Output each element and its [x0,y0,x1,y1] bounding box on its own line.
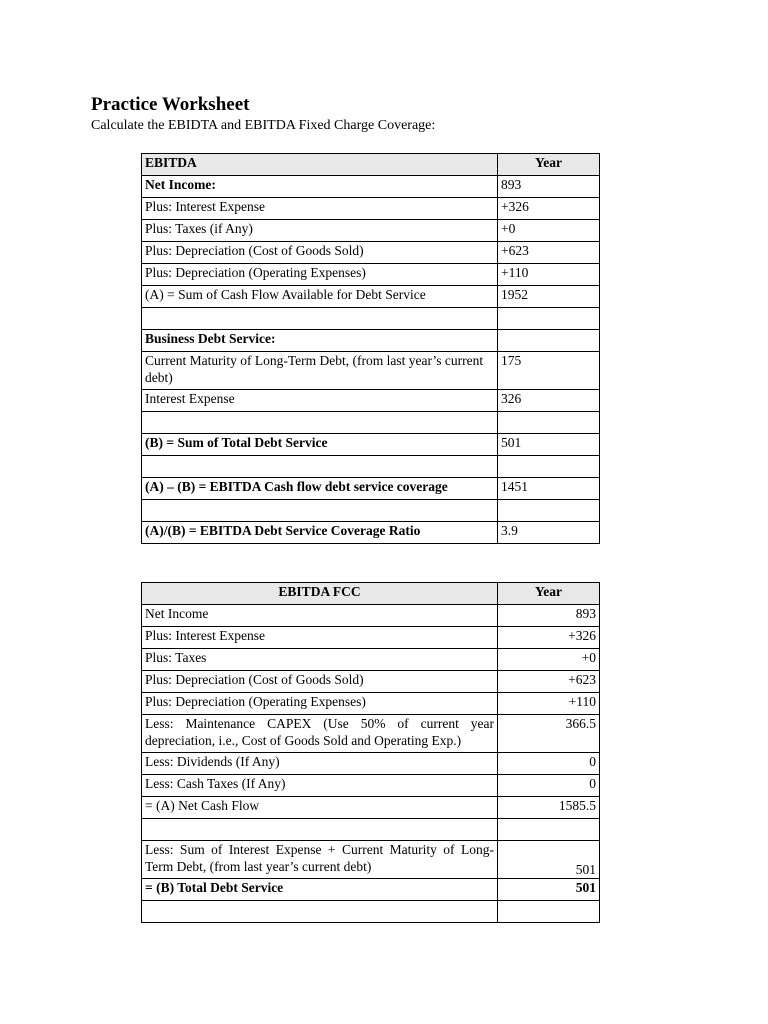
ebitda-fcc-header-label: EBITDA FCC [142,583,498,605]
table-row [142,605,600,627]
row-label: Business Debt Service: [142,330,498,352]
row-label [142,500,498,522]
row-label: Plus: Depreciation (Operating Expenses) [142,693,498,715]
table-row [142,901,600,923]
row-label: Plus: Taxes (if Any) [142,220,498,242]
row-label [142,412,498,434]
row-value: 1451 [498,478,600,500]
row-label: = (B) Total Debt Service [142,879,498,901]
table-row [142,841,600,879]
row-label: Interest Expense [142,390,498,412]
table-row [142,198,600,220]
row-label: Plus: Taxes [142,649,498,671]
row-label: (A) – (B) = EBITDA Cash flow debt service coverage [142,478,498,500]
row-label: = (A) Net Cash Flow [142,797,498,819]
table-row [142,649,600,671]
row-value: 893 [498,605,600,627]
table-row [142,242,600,264]
row-value: 366.5 [498,715,600,753]
table-row [142,522,600,544]
table-row [142,264,600,286]
row-value [498,308,600,330]
row-label: Plus: Interest Expense [142,627,498,649]
row-label: Plus: Interest Expense [142,198,498,220]
row-value: 501 [498,434,600,456]
row-label [142,308,498,330]
row-value [498,330,600,352]
table-row [142,753,600,775]
row-label [142,901,498,923]
row-value: 1952 [498,286,600,308]
row-value: 0 [498,753,600,775]
row-value: +623 [498,242,600,264]
row-value: +0 [498,220,600,242]
row-value: +110 [498,693,600,715]
table-row [142,286,600,308]
ebitda-table [141,153,600,544]
row-value: +326 [498,627,600,649]
table-row [142,478,600,500]
row-label [142,819,498,841]
row-value: 501 [498,841,600,879]
row-value [498,901,600,923]
table-row [142,456,600,478]
table-row [142,500,600,522]
table-row [142,308,600,330]
row-label: Less: Sum of Interest Expense + Current Maturity of Long-Term Debt, (from last year’s current debt) [142,841,498,879]
table-row [142,412,600,434]
row-label: Plus: Depreciation (Cost of Goods Sold) [142,671,498,693]
row-label: Net Income [142,605,498,627]
row-value: +110 [498,264,600,286]
row-value [498,456,600,478]
row-label: (A) = Sum of Cash Flow Available for Debt Service [142,286,498,308]
row-value [498,412,600,434]
row-label: Plus: Depreciation (Operating Expenses) [142,264,498,286]
table-row [142,390,600,412]
table-row [142,434,600,456]
table-row [142,693,600,715]
table-row [142,879,600,901]
row-value: 326 [498,390,600,412]
table-row [142,220,600,242]
ebitda-table-header [142,154,600,176]
row-value: 0 [498,775,600,797]
table-row [142,671,600,693]
row-label: Less: Maintenance CAPEX (Use 50% of current year depreciation, i.e., Cost of Goods Sold and Operating Exp.) [142,715,498,753]
row-value: 893 [498,176,600,198]
row-label: Less: Dividends (If Any) [142,753,498,775]
row-value: 501 [498,879,600,901]
row-label: (A)/(B) = EBITDA Debt Service Coverage Ratio [142,522,498,544]
table-row [142,627,600,649]
row-value: +623 [498,671,600,693]
table-row [142,352,600,390]
ebitda-header-label: EBITDA [142,154,498,176]
row-label [142,456,498,478]
ebitda-fcc-table [141,582,600,923]
table-row [142,715,600,753]
row-value: 1585.5 [498,797,600,819]
page-subtitle: Calculate the EBIDTA and EBITDA Fixed Charge Coverage: [91,118,436,133]
row-label: Net Income: [142,176,498,198]
row-value: +326 [498,198,600,220]
page-title: Practice Worksheet [91,94,250,115]
row-label: (B) = Sum of Total Debt Service [142,434,498,456]
table-row [142,176,600,198]
row-value: +0 [498,649,600,671]
table-row [142,330,600,352]
row-label: Less: Cash Taxes (If Any) [142,775,498,797]
ebitda-header-year: Year [498,154,600,176]
row-value: 175 [498,352,600,390]
row-value [498,500,600,522]
row-value: 3.9 [498,522,600,544]
table-row [142,797,600,819]
row-label: Plus: Depreciation (Cost of Goods Sold) [142,242,498,264]
ebitda-fcc-table-header [142,583,600,605]
row-label: Current Maturity of Long-Term Debt, (from last year’s current debt) [142,352,498,390]
row-value [498,819,600,841]
ebitda-fcc-header-year: Year [498,583,600,605]
table-row [142,819,600,841]
table-row [142,775,600,797]
